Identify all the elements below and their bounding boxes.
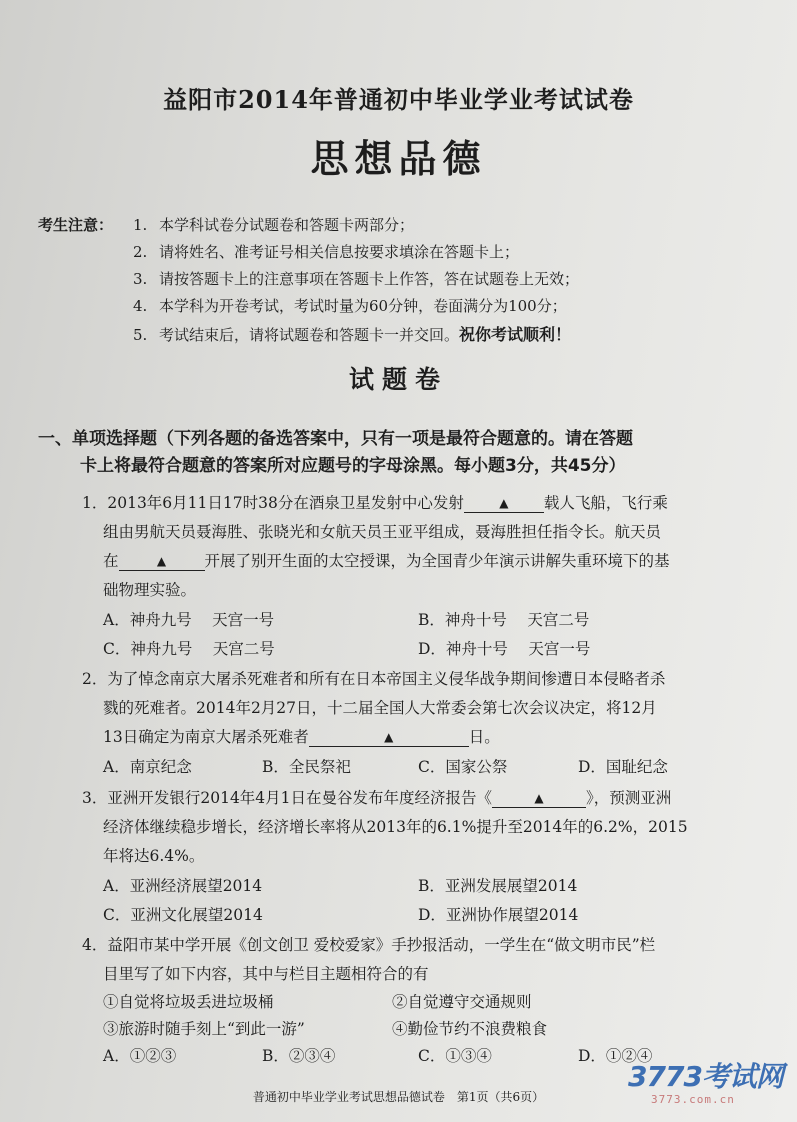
option-a: A．亚洲经济展望2014 [103,877,263,895]
option-a: A．南京纪念 [103,758,192,776]
option-a: A．神舟九号 天宫一号 [103,611,275,629]
question-1-line: 在 ▲ 开展了别开生面的太空授课，为全国青少年演示讲解失重环境下的基 [103,552,670,570]
question-4-line: 4．益阳市某中学开展《创文创卫 爱校爱家》手抄报活动，一学生在“做文明市民”栏 [82,936,656,954]
question-2-line: 13日确定为南京大屠杀死难者 ▲ 日。 [103,728,500,746]
option-c: C．国家公祭 [418,758,508,776]
option-c: C．亚洲文化展望2014 [103,906,263,924]
good-luck-text: 祝你考试顺利！ [459,325,572,344]
option-b: B．全民祭祀 [262,758,351,776]
statement-2: ②自觉遵守交通规则 [392,993,532,1011]
option-a: A．①②③ [103,1047,177,1065]
option-d: D．国耻纪念 [578,758,668,776]
question-3-line: 3．亚洲开发银行2014年4月1日在曼谷发布年度经济报告《 ▲ 》，预测亚洲 [82,789,672,807]
question-2-line: 2．为了悼念南京大屠杀死难者和所有在日本帝国主义侵华战争期间惨遭日本侵略者杀 [82,670,666,688]
option-b: B．亚洲发展展望2014 [418,877,578,895]
option-c: C．神舟九号 天宫二号 [103,640,275,658]
page-footer: 普通初中毕业学业考试思想品德试卷 第1页（共6页） [252,1090,545,1104]
statement-4: ④勤俭节约不浪费粮食 [392,1020,548,1038]
notice-label: 考生注意： [38,216,114,234]
answer-blank: ▲ [464,494,544,513]
answer-blank: ▲ [119,552,205,571]
question-3-line: 经济体继续稳步增长，经济增长率将从2013年的6.1%提升至2014年的6.2%，2015 [103,818,688,836]
option-b: B．②③④ [262,1047,336,1065]
question-1-line: 础物理实验。 [103,581,197,599]
watermark-logo: 3773考试网 [628,1060,783,1093]
option-d: D．亚洲协作展望2014 [418,906,579,924]
question-4-line: 目里写了如下内容，其中与栏目主题相符合的有 [103,965,429,983]
subject-title: 思想品德 [310,136,487,181]
watermark-url: 3773.com.cn [651,1093,735,1106]
statement-3: ③旅游时随手刻上“到此一游” [103,1020,305,1038]
question-1-line: 1．2013年6月11日17时38分在酒泉卫星发射中心发射 ▲ 载人飞船，飞行乘 [82,494,668,512]
notice-item: 5. 考试结束后，请将试题卷和答题卡一并交回。祝你考试顺利！ [133,325,572,344]
part-heading-line2: 卡上将最符合题意的答案所对应题号的字母涂黑。每小题3分，共45分） [80,456,626,476]
option-b: B．神舟十号 天宫二号 [418,611,590,629]
notice-item: 1. 本学科试卷分试题卷和答题卡两部分； [133,216,415,234]
notice-item: 4. 本学科为开卷考试，考试时量为60分钟，卷面满分为100分； [133,297,567,315]
question-2-line: 戮的死难者。2014年2月27日，十二届全国人大常委会第七次会议决定，将12月 [103,699,657,717]
part-heading-line1: 一、单项选择题（下列各题的备选答案中，只有一项是最符合题意的。请在答题 [38,429,633,449]
notice-item: 2. 请将姓名、准考证号相关信息按要求填涂在答题卡上； [133,243,520,261]
answer-blank: ▲ [492,789,586,808]
option-d: D．①②④ [578,1047,653,1065]
question-1-line: 组由男航天员聂海胜、张晓光和女航天员王亚平组成，聂海胜担任指令长。航天员 [103,523,662,541]
statement-1: ①自觉将垃圾丢进垃圾桶 [103,993,274,1011]
question-3-line: 年将达6.4%。 [103,847,205,865]
option-d: D．神舟十号 天宫一号 [418,640,591,658]
option-c: C．①③④ [418,1047,492,1065]
exam-title: 益阳市2014年普通初中毕业学业考试试卷 [163,85,634,114]
answer-blank: ▲ [309,728,469,747]
section-title: 试题卷 [348,365,448,394]
notice-item: 3. 请按答题卡上的注意事项在答题卡上作答，答在试题卷上无效； [133,270,580,288]
